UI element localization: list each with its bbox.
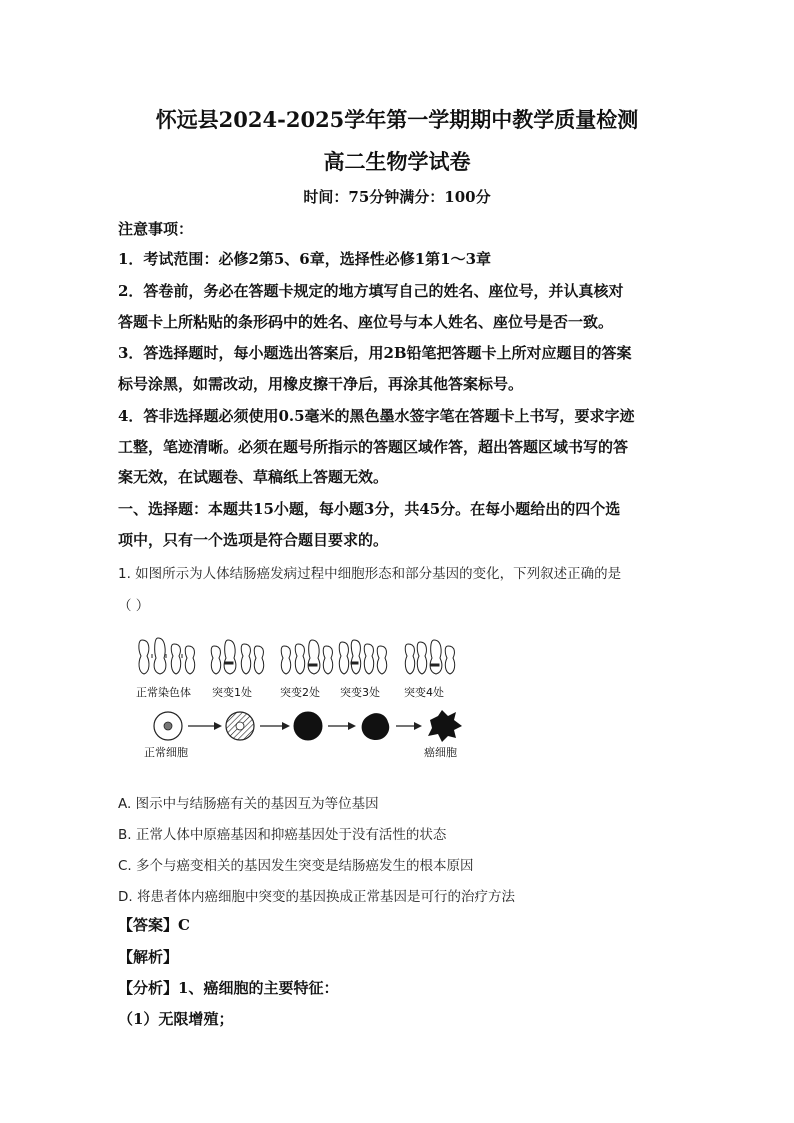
option-a: A. 图示中与结肠癌有关的基因互为等位基因 (118, 796, 379, 812)
section-heading: 一、选择题：本题共15小题，每小题3分，共45分。在每小题给出的四个选 (118, 500, 621, 518)
label-mutation-1: 突变1处 (212, 686, 252, 699)
label-mutation-4: 突变4处 (404, 686, 444, 699)
cancer-cell (428, 710, 462, 742)
notice-line: 工整，笔迹清晰。必须在题号所指示的答题区域作答，超出答题区域书写的答 (118, 438, 629, 456)
notice-line: 3．答选择题时，每小题选出答案后，用2B铅笔把答题卡上所对应题目的答案 (118, 344, 632, 362)
chromosome-mutation-figure (130, 632, 470, 762)
arrow-3 (328, 722, 356, 730)
notice-line: 标号涂黑，如需改动，用橡皮擦干净后，再涂其他答案标号。 (118, 375, 524, 393)
answer: 【答案】C (118, 916, 190, 934)
notice-line: 答题卡上所粘贴的条形码中的姓名、座位号与本人姓名、座位号是否一致。 (118, 313, 614, 331)
mutation-3-cell (362, 713, 390, 740)
section-heading-cont: 项中，只有一个选项是符合题目要求的。 (118, 531, 389, 549)
question-stem: 1. 如图所示为人体结肠癌发病过程中细胞形态和部分基因的变化，下列叙述正确的是 (118, 566, 622, 582)
mutation-2-cell (294, 712, 322, 740)
arrow-2 (260, 722, 290, 730)
notice-line: 4．答非选择题必须使用0.5毫米的黑色墨水签字笔在答题卡上书写，要求字迹 (118, 407, 635, 425)
analysis-line: 【分析】1、癌细胞的主要特征： (118, 979, 339, 997)
label-mutation-3: 突变3处 (340, 686, 380, 699)
label-mutation-2: 突变2处 (280, 686, 320, 699)
notice-line: 1．考试范围：必修2第5、6章，选择性必修1第1～3章 (118, 250, 492, 268)
notice-heading: 注意事项： (118, 220, 194, 238)
exam-subtitle: 高二生物学试卷 (323, 149, 471, 174)
mutation-1-cell (226, 712, 254, 740)
label-cancer-cell: 癌细胞 (424, 746, 457, 759)
exam-title: 怀远县2024-2025学年第一学期期中教学质量检测 (155, 107, 639, 132)
normal-cell (154, 712, 182, 740)
chromosome-group-mutation-2 (281, 640, 332, 674)
option-d: D. 将患者体内癌细胞中突变的基因换成正常基因是可行的治疗方法 (118, 889, 515, 905)
analysis-line: （1）无限增殖； (118, 1010, 234, 1028)
arrow-1 (188, 722, 222, 730)
notice-line: 2．答卷前，务必在答题卡规定的地方填写自己的姓名、座位号，并认真核对 (118, 282, 624, 300)
chromosome-group-mutation-4 (405, 640, 454, 674)
chromosome-group-mutation-1 (211, 640, 263, 674)
exam-meta: 时间：75分钟满分：100分 (303, 188, 491, 206)
notice-line: 案无效，在试题卷、草稿纸上答题无效。 (118, 468, 389, 486)
analysis-title: 【解析】 (118, 948, 179, 966)
option-c: C. 多个与癌变相关的基因发生突变是结肠癌发生的根本原因 (118, 858, 474, 874)
chromosome-group-mutation-3 (339, 640, 386, 674)
chromosome-group-normal (139, 638, 195, 674)
label-normal-cell: 正常细胞 (144, 746, 188, 759)
option-b: B. 正常人体中原癌基因和抑癌基因处于没有活性的状态 (118, 827, 447, 843)
label-normal-chromosome: 正常染色体 (136, 686, 191, 699)
arrow-4 (396, 722, 422, 730)
question-bracket: （ ） (118, 598, 150, 614)
